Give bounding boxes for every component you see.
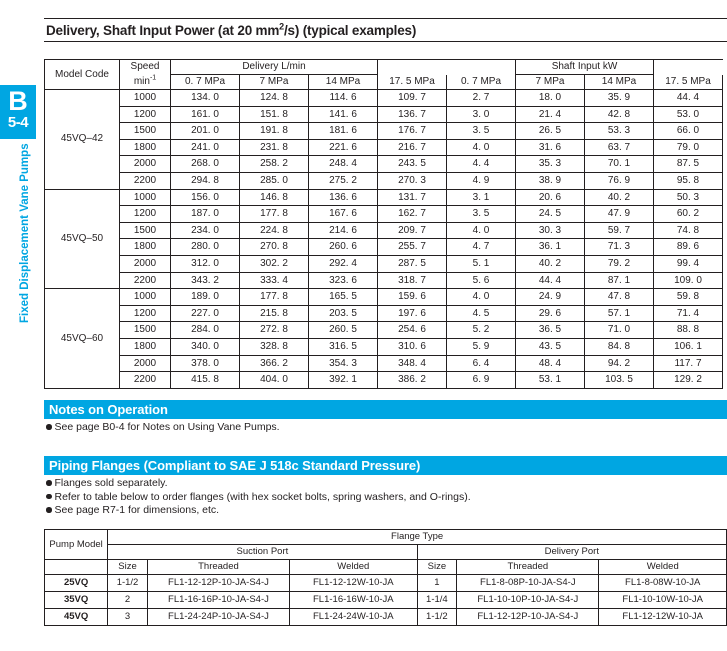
delivery-flow-value: 156. 0 (171, 189, 240, 206)
delivery-flow-value: 177. 8 (240, 289, 309, 306)
table-row (45, 272, 723, 289)
delivery-flow-value: 176. 7 (378, 123, 447, 140)
delivery-flow-value: 131. 7 (378, 189, 447, 206)
delivery-flow-value: 333. 4 (240, 272, 309, 289)
header-delivery-size: Size (417, 560, 457, 575)
flange-delivery-threaded: FL1-8-08P-10-JA-S4-J (457, 575, 599, 592)
header-suction-size: Size (108, 560, 148, 575)
table-row (45, 372, 723, 389)
delivery-flow-value: 201. 0 (171, 123, 240, 140)
flange-delivery-welded: FL1-8-08W-10-JA (599, 575, 727, 592)
shaft-input-value: 59. 8 (654, 289, 723, 306)
shaft-input-value: 3. 0 (447, 106, 516, 123)
shaft-input-value: 35. 3 (516, 156, 585, 173)
delivery-speed-value: 1800 (120, 139, 171, 156)
shaft-input-value: 5. 1 (447, 255, 516, 272)
header-group-shaft-spacer-2 (654, 60, 723, 75)
shaft-input-value: 63. 7 (585, 139, 654, 156)
table-row (45, 592, 727, 609)
piping-flanges-heading: Piping Flanges (Compliant to SAE J 518c Standard Pressure) (44, 456, 727, 475)
shaft-input-value: 87. 1 (585, 272, 654, 289)
delivery-section-title (44, 19, 727, 41)
bullet-dot-icon (46, 480, 52, 486)
delivery-flow-value: 177. 8 (240, 206, 309, 223)
delivery-flow-value: 221. 6 (309, 139, 378, 156)
shaft-input-value: 53. 3 (585, 123, 654, 140)
header-delivery-welded: Welded (599, 560, 727, 575)
shaft-input-value: 3. 5 (447, 123, 516, 140)
shaft-input-value: 2. 7 (447, 90, 516, 107)
header-delivery-pressure-1: 7 MPa (240, 75, 309, 90)
delivery-speed-value: 2200 (120, 272, 171, 289)
delivery-header-row-pressures (45, 75, 723, 90)
delivery-speed-value: 2000 (120, 355, 171, 372)
shaft-input-value: 53. 0 (654, 106, 723, 123)
header-delivery-pressure-0: 0. 7 MPa (171, 75, 240, 90)
delivery-flow-value: 310. 6 (378, 338, 447, 355)
flange-pump-model: 45VQ (45, 609, 108, 626)
notes-on-operation-heading: Notes on Operation (44, 400, 727, 419)
shaft-input-value: 6. 9 (447, 372, 516, 389)
delivery-flow-value: 159. 6 (378, 289, 447, 306)
chapter-tab-badge (0, 85, 36, 139)
table-row (45, 575, 727, 592)
header-group-shaft-spacer (447, 60, 516, 75)
shaft-input-value: 103. 5 (585, 372, 654, 389)
table-row (45, 172, 723, 189)
flange-delivery-size: 1-1/4 (417, 592, 457, 609)
table-row (45, 289, 723, 306)
delivery-speed-value: 1500 (120, 322, 171, 339)
flange-delivery-size: 1-1/2 (417, 609, 457, 626)
delivery-speed-value: 2000 (120, 255, 171, 272)
delivery-flow-value: 124. 8 (240, 90, 309, 107)
header-group-delivery: Delivery L/min (171, 60, 378, 75)
shaft-input-value: 31. 6 (516, 139, 585, 156)
table-row (45, 239, 723, 256)
notes-on-operation-bullets (46, 421, 280, 435)
piping-flanges-bullets (46, 477, 471, 518)
shaft-input-value: 5. 9 (447, 338, 516, 355)
header-shaft-pressure-1: 7 MPa (516, 75, 585, 90)
delivery-flow-value: 323. 6 (309, 272, 378, 289)
delivery-flow-value: 270. 3 (378, 172, 447, 189)
delivery-model-code-1: 45VQ–50 (45, 189, 120, 289)
delivery-flow-value: 136. 7 (378, 106, 447, 123)
header-shaft-pressure-0: 0. 7 MPa (447, 75, 516, 90)
delivery-model-code-0: 45VQ–42 (45, 90, 120, 190)
flange-pump-model: 25VQ (45, 575, 108, 592)
chapter-vertical-label: Fixed Displacement Vane Pumps (19, 143, 31, 323)
delivery-flow-value: 134. 0 (171, 90, 240, 107)
shaft-input-value: 38. 9 (516, 172, 585, 189)
delivery-flow-value: 203. 5 (309, 305, 378, 322)
shaft-input-value: 40. 2 (585, 189, 654, 206)
shaft-input-value: 30. 3 (516, 222, 585, 239)
delivery-speed-value: 1000 (120, 289, 171, 306)
delivery-flow-value: 214. 6 (309, 222, 378, 239)
header-shaft-pressure-2: 14 MPa (585, 75, 654, 90)
delivery-title-prefix: Delivery, Shaft Input Power (at 20 mm (46, 23, 280, 38)
delivery-flow-value: 294. 8 (171, 172, 240, 189)
shaft-input-value: 35. 9 (585, 90, 654, 107)
shaft-input-value: 89. 6 (654, 239, 723, 256)
delivery-flow-value: 343. 2 (171, 272, 240, 289)
flange-suction-welded: FL1-12-12W-10-JA (290, 575, 418, 592)
delivery-flow-value: 275. 2 (309, 172, 378, 189)
shaft-input-value: 21. 4 (516, 106, 585, 123)
shaft-input-value: 4. 0 (447, 139, 516, 156)
delivery-speed-value: 1200 (120, 305, 171, 322)
shaft-input-value: 4. 0 (447, 289, 516, 306)
delivery-flow-value: 415. 8 (171, 372, 240, 389)
shaft-input-value: 87. 5 (654, 156, 723, 173)
bullet-dot-icon (46, 424, 52, 430)
delivery-section-header (44, 18, 727, 42)
header-suction-port: Suction Port (108, 545, 417, 560)
delivery-flow-value: 216. 7 (378, 139, 447, 156)
page-content (44, 0, 727, 651)
delivery-flow-value: 114. 6 (309, 90, 378, 107)
flange-header-row-columns (45, 560, 727, 575)
header-flange-type: Flange Type (108, 530, 727, 545)
header-pump-model-spacer (45, 560, 108, 575)
shaft-input-value: 109. 0 (654, 272, 723, 289)
table-row (45, 222, 723, 239)
chapter-letter: B (8, 86, 28, 116)
flange-suction-size: 1-1/2 (108, 575, 148, 592)
flange-bullet-text-2: See page R7-1 for dimensions, etc. (54, 504, 220, 516)
delivery-flow-value: 316. 5 (309, 338, 378, 355)
delivery-flow-value: 161. 0 (171, 106, 240, 123)
delivery-flow-value: 224. 8 (240, 222, 309, 239)
flange-suction-threaded: FL1-12-12P-10-JA-S4-J (147, 575, 289, 592)
delivery-flow-value: 187. 0 (171, 206, 240, 223)
delivery-flow-value: 302. 2 (240, 255, 309, 272)
shaft-input-value: 5. 2 (447, 322, 516, 339)
delivery-flow-value: 292. 4 (309, 255, 378, 272)
table-row (45, 609, 727, 626)
shaft-input-value: 50. 3 (654, 189, 723, 206)
delivery-flow-value: 284. 0 (171, 322, 240, 339)
delivery-flow-value: 197. 6 (378, 305, 447, 322)
table-row (45, 106, 723, 123)
flange-bullet-1 (46, 491, 471, 505)
shaft-input-value: 4. 4 (447, 156, 516, 173)
shaft-input-value: 4. 7 (447, 239, 516, 256)
delivery-flow-value: 258. 2 (240, 156, 309, 173)
flange-suction-size: 3 (108, 609, 148, 626)
flange-pump-model: 35VQ (45, 592, 108, 609)
delivery-flow-value: 340. 0 (171, 338, 240, 355)
flange-bullet-0 (46, 477, 471, 491)
table-row (45, 90, 723, 107)
header-model-code: Model Code (45, 60, 120, 90)
flange-suction-threaded: FL1-16-16P-10-JA-S4-J (147, 592, 289, 609)
delivery-flow-value: 227. 0 (171, 305, 240, 322)
delivery-flow-value: 404. 0 (240, 372, 309, 389)
shaft-input-value: 99. 4 (654, 255, 723, 272)
flange-suction-welded: FL1-16-16W-10-JA (290, 592, 418, 609)
shaft-input-value: 53. 1 (516, 372, 585, 389)
table-row (45, 322, 723, 339)
shaft-input-value: 66. 0 (654, 123, 723, 140)
table-row (45, 123, 723, 140)
table-row (45, 189, 723, 206)
header-delivery-port: Delivery Port (417, 545, 726, 560)
delivery-flow-value: 270. 8 (240, 239, 309, 256)
shaft-input-value: 5. 6 (447, 272, 516, 289)
delivery-flow-value: 248. 4 (309, 156, 378, 173)
shaft-input-value: 79. 2 (585, 255, 654, 272)
shaft-input-value: 44. 4 (654, 90, 723, 107)
shaft-input-value: 84. 8 (585, 338, 654, 355)
shaft-input-value: 24. 5 (516, 206, 585, 223)
delivery-flow-value: 392. 1 (309, 372, 378, 389)
delivery-flow-value: 231. 8 (240, 139, 309, 156)
shaft-input-value: 26. 5 (516, 123, 585, 140)
delivery-model-code-2: 45VQ–60 (45, 289, 120, 389)
delivery-speed-value: 1500 (120, 123, 171, 140)
delivery-flow-value: 146. 8 (240, 189, 309, 206)
shaft-input-value: 4. 9 (447, 172, 516, 189)
header-suction-welded: Welded (290, 560, 418, 575)
bullet-dot-icon (46, 494, 52, 500)
delivery-shaft-input-table (44, 59, 723, 389)
shaft-input-value: 29. 6 (516, 305, 585, 322)
flange-bullet-text-1: Refer to table below to order flanges (with hex socket bolts, spring washers, and O-rings). (54, 490, 471, 503)
shaft-input-value: 44. 4 (516, 272, 585, 289)
shaft-input-value: 3. 1 (447, 189, 516, 206)
piping-flange-table (44, 529, 727, 626)
header-group-delivery-spacer (378, 60, 447, 75)
shaft-input-value: 20. 6 (516, 189, 585, 206)
delivery-speed-value: 2000 (120, 156, 171, 173)
shaft-input-value: 47. 8 (585, 289, 654, 306)
section-side-tab (0, 0, 36, 651)
header-delivery-threaded: Threaded (457, 560, 599, 575)
notes-bullet-text-0: See page B0-4 for Notes on Using Vane Pumps. (54, 421, 280, 433)
delivery-flow-value: 241. 0 (171, 139, 240, 156)
shaft-input-value: 88. 8 (654, 322, 723, 339)
delivery-speed-value: 2200 (120, 172, 171, 189)
header-delivery-pressure-2: 14 MPa (309, 75, 378, 90)
delivery-flow-value: 366. 2 (240, 355, 309, 372)
table-row (45, 305, 723, 322)
table-row (45, 255, 723, 272)
delivery-flow-value: 272. 8 (240, 322, 309, 339)
chapter-page-number: 5-4 (7, 114, 29, 131)
delivery-flow-value: 136. 6 (309, 189, 378, 206)
shaft-input-value: 71. 0 (585, 322, 654, 339)
flange-suction-threaded: FL1-24-24P-10-JA-S4-J (147, 609, 289, 626)
delivery-flow-value: 354. 3 (309, 355, 378, 372)
shaft-input-value: 129. 2 (654, 372, 723, 389)
delivery-flow-value: 191. 8 (240, 123, 309, 140)
shaft-input-value: 70. 1 (585, 156, 654, 173)
table-row (45, 139, 723, 156)
delivery-header-row-groups (45, 60, 723, 75)
divider-bottom (44, 41, 727, 42)
shaft-input-value: 76. 9 (585, 172, 654, 189)
delivery-flow-value: 254. 6 (378, 322, 447, 339)
delivery-speed-value: 1500 (120, 222, 171, 239)
delivery-flow-value: 215. 8 (240, 305, 309, 322)
flange-header-row-ports (45, 545, 727, 560)
header-speed: Speed (120, 60, 171, 75)
shaft-input-value: 24. 9 (516, 289, 585, 306)
table-row (45, 338, 723, 355)
header-suction-threaded: Threaded (147, 560, 289, 575)
shaft-input-value: 42. 8 (585, 106, 654, 123)
shaft-input-value: 106. 1 (654, 338, 723, 355)
shaft-input-value: 4. 0 (447, 222, 516, 239)
delivery-flow-value: 189. 0 (171, 289, 240, 306)
delivery-flow-value: 234. 0 (171, 222, 240, 239)
delivery-flow-value: 328. 8 (240, 338, 309, 355)
shaft-input-value: 57. 1 (585, 305, 654, 322)
delivery-flow-value: 255. 7 (378, 239, 447, 256)
shaft-input-value: 74. 8 (654, 222, 723, 239)
shaft-input-value: 48. 4 (516, 355, 585, 372)
flange-suction-welded: FL1-24-24W-10-JA (290, 609, 418, 626)
shaft-input-value: 36. 5 (516, 322, 585, 339)
shaft-input-value: 40. 2 (516, 255, 585, 272)
delivery-flow-value: 167. 6 (309, 206, 378, 223)
shaft-input-value: 4. 5 (447, 305, 516, 322)
shaft-input-value: 59. 7 (585, 222, 654, 239)
delivery-flow-value: 318. 7 (378, 272, 447, 289)
delivery-flow-value: 312. 0 (171, 255, 240, 272)
bullet-dot-icon (46, 507, 52, 513)
delivery-flow-value: 162. 7 (378, 206, 447, 223)
delivery-flow-value: 141. 6 (309, 106, 378, 123)
delivery-speed-value: 1000 (120, 90, 171, 107)
shaft-input-value: 36. 1 (516, 239, 585, 256)
delivery-flow-value: 165. 5 (309, 289, 378, 306)
shaft-input-value: 71. 3 (585, 239, 654, 256)
shaft-input-value: 71. 4 (654, 305, 723, 322)
table-row (45, 156, 723, 173)
shaft-input-value: 3. 5 (447, 206, 516, 223)
delivery-speed-value: 1000 (120, 189, 171, 206)
delivery-title-suffix: /s) (typical examples) (283, 23, 417, 38)
delivery-speed-value: 1200 (120, 206, 171, 223)
flange-header-row-type (45, 530, 727, 545)
delivery-flow-value: 181. 6 (309, 123, 378, 140)
flange-delivery-welded: FL1-10-10W-10-JA (599, 592, 727, 609)
header-shaft-pressure-3: 17. 5 MPa (654, 75, 723, 90)
delivery-flow-value: 285. 0 (240, 172, 309, 189)
shaft-input-value: 94. 2 (585, 355, 654, 372)
header-group-shaft: Shaft Input kW (516, 60, 654, 75)
header-pump-model: Pump Model (45, 530, 108, 560)
delivery-flow-value: 209. 7 (378, 222, 447, 239)
header-speed-unit: $\min^{-1}$ (120, 75, 171, 90)
delivery-flow-value: 151. 8 (240, 106, 309, 123)
delivery-flow-value: 280. 0 (171, 239, 240, 256)
shaft-input-value: 117. 7 (654, 355, 723, 372)
delivery-speed-value: 1800 (120, 239, 171, 256)
delivery-speed-value: 2200 (120, 372, 171, 389)
delivery-flow-value: 378. 0 (171, 355, 240, 372)
delivery-speed-value: 1200 (120, 106, 171, 123)
shaft-input-value: 79. 0 (654, 139, 723, 156)
shaft-input-value: 47. 9 (585, 206, 654, 223)
shaft-input-value: 18. 0 (516, 90, 585, 107)
flange-delivery-welded: FL1-12-12W-10-JA (599, 609, 727, 626)
shaft-input-value: 6. 4 (447, 355, 516, 372)
delivery-flow-value: 109. 7 (378, 90, 447, 107)
delivery-speed-value: 1800 (120, 338, 171, 355)
shaft-input-value: 43. 5 (516, 338, 585, 355)
delivery-flow-value: 287. 5 (378, 255, 447, 272)
delivery-flow-value: 348. 4 (378, 355, 447, 372)
shaft-input-value: 95. 8 (654, 172, 723, 189)
delivery-flow-value: 243. 5 (378, 156, 447, 173)
flange-delivery-size: 1 (417, 575, 457, 592)
notes-bullet-0 (46, 421, 280, 435)
delivery-flow-value: 386. 2 (378, 372, 447, 389)
delivery-flow-value: 268. 0 (171, 156, 240, 173)
shaft-input-value: 60. 2 (654, 206, 723, 223)
table-row (45, 355, 723, 372)
flange-delivery-threaded: FL1-10-10P-10-JA-S4-J (457, 592, 599, 609)
delivery-title-superscript: 2 (279, 21, 284, 32)
table-row (45, 206, 723, 223)
flange-bullet-text-0: Flanges sold separately. (54, 477, 168, 489)
delivery-flow-value: 260. 5 (309, 322, 378, 339)
flange-suction-size: 2 (108, 592, 148, 609)
header-delivery-pressure-3: 17. 5 MPa (378, 75, 447, 90)
delivery-flow-value: 260. 6 (309, 239, 378, 256)
flange-delivery-threaded: FL1-12-12P-10-JA-S4-J (457, 609, 599, 626)
flange-bullet-2 (46, 504, 471, 518)
